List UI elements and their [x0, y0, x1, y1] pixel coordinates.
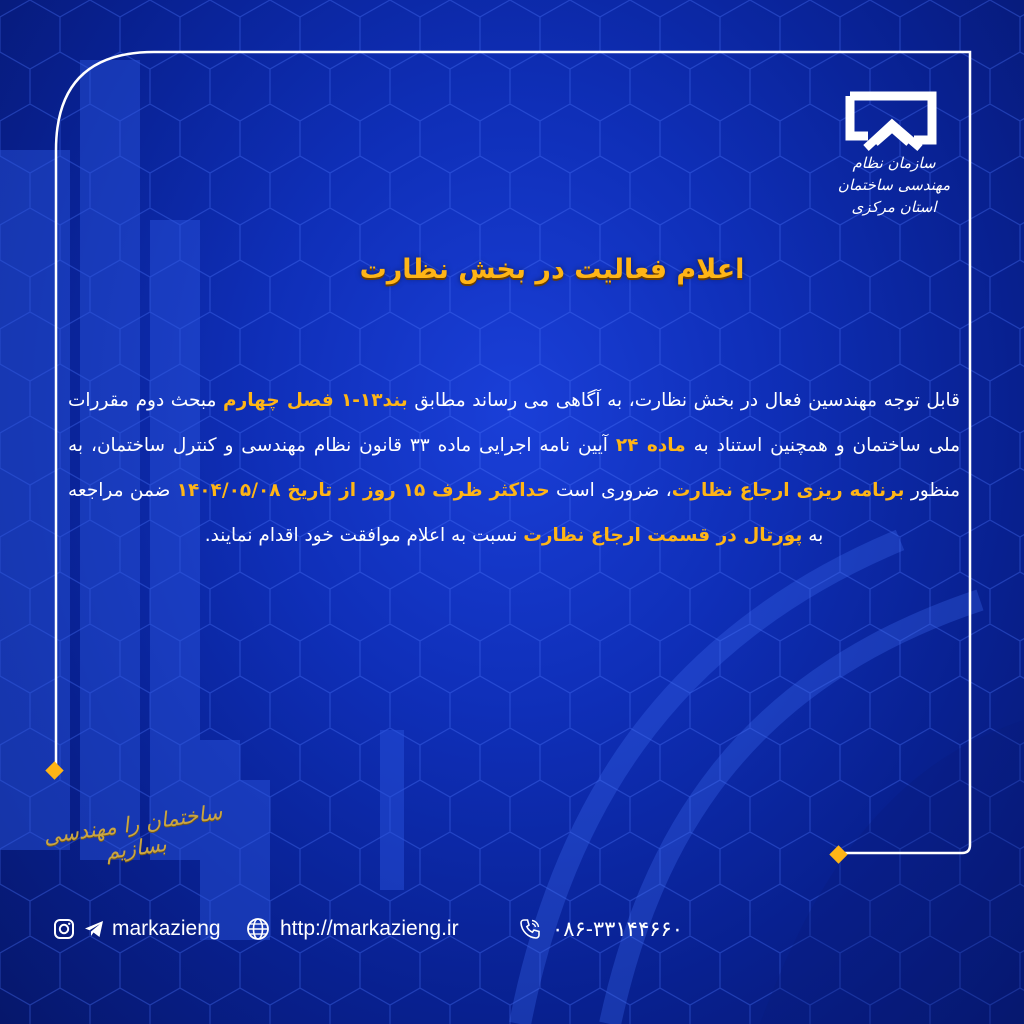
highlight-portal: پورتال در قسمت ارجاع نظارت: [523, 525, 803, 546]
highlight-deadline: حداکثر ظرف ۱۵ روز از تاریخ ۱۴۰۴/۰۵/۰۸: [176, 480, 550, 501]
highlight-article: ماده ۲۴: [615, 435, 686, 456]
instagram-icon: [52, 917, 76, 941]
highlight-clause: بند۱۳-۱ فصل چهارم: [223, 390, 408, 411]
social-handle[interactable]: markazieng: [112, 917, 221, 940]
organization-logo: [828, 90, 960, 220]
highlight-planning: برنامه ریزی ارجاع نظارت: [671, 480, 905, 501]
body-text-6: نسبت به اعلام موافقت خود اقدام نمایند.: [204, 525, 524, 546]
body-text-5: ضمن مراجعه به: [68, 480, 824, 546]
calligraphy-slogan: ساختمان را مهندسی بسازیم: [42, 799, 224, 865]
website-link[interactable]: http://markazieng.ir: [280, 917, 459, 940]
footer-website[interactable]: [246, 912, 459, 946]
telegram-icon: [82, 917, 106, 941]
announcement-body: [68, 378, 960, 558]
globe-icon: [246, 917, 270, 941]
phone-icon: [518, 917, 542, 941]
body-text-4: ، ضروری است: [549, 480, 672, 501]
body-text-1: قابل توجه مهندسین فعال در بخش نظارت، به آگاهی می رساند مطابق: [407, 390, 960, 411]
body-text-3: آیین نامه اجرایی ماده ۳۳ قانون نظام مهندسی و کنترل ساختمان، به منظور: [68, 435, 960, 501]
logo-line-1: سازمان نظام مهندسی ساختمان: [837, 154, 951, 194]
logo-line-2: استان مرکزی: [851, 198, 937, 216]
footer-phone[interactable]: [518, 912, 683, 946]
phone-number[interactable]: ۰۸۶-۳۳۱۴۴۶۶۰: [552, 917, 684, 941]
announcement-title: اعلام فعالیت در بخش نظارت: [359, 254, 745, 285]
house-logo-icon: [828, 90, 960, 154]
body-text-2: مبحث دوم مقررات ملی ساختمان و همچنین استناد به: [68, 390, 960, 456]
logo-text: [828, 152, 960, 218]
footer-social[interactable]: [52, 912, 221, 946]
